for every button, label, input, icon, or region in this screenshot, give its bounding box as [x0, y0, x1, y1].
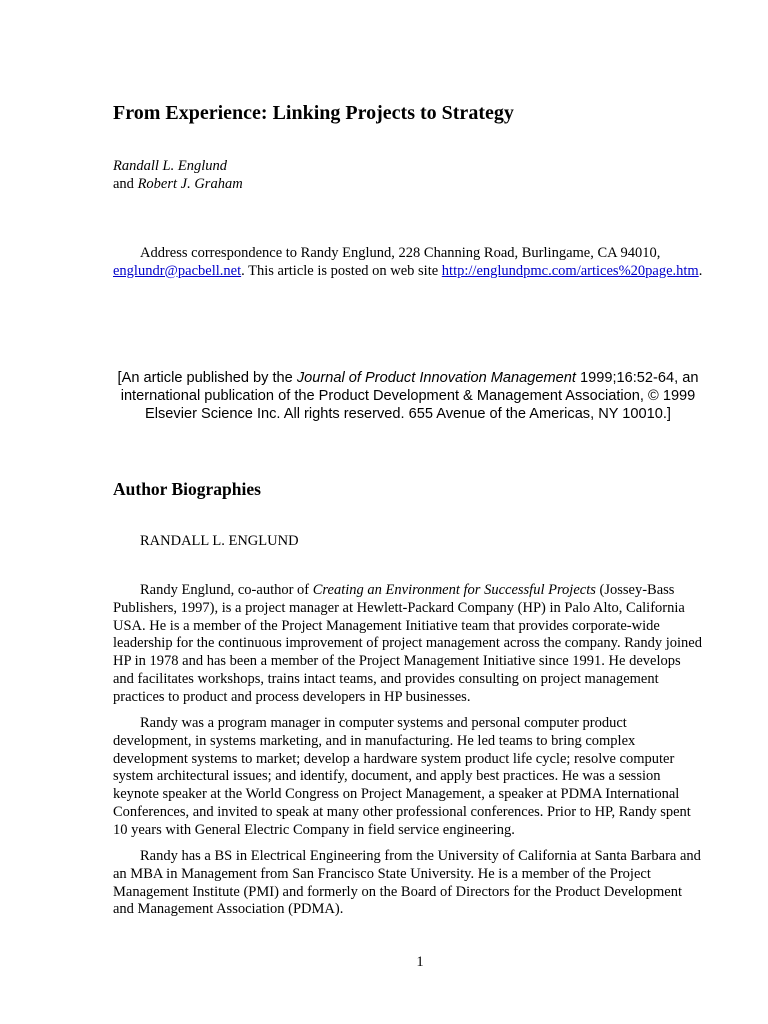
bio-paragraph-1: [113, 582, 703, 707]
book-title: Creating an Environment for Successful Projects: [312, 582, 596, 598]
bio-paragraph-3: Randy has a BS in Electrical Engineering from the University of California at Santa Barbara and an MBA in Management from San Francisco State University. He is a member of the Project Management Institute (PMI) and formerly on the Board of Directors for the Product Development and Management Association (PDMA).: [113, 848, 701, 918]
notice-text-before: [An article published by the: [117, 370, 297, 386]
notice-text-after: 1999;16:52-64, an international publication of the Product Development & Management Association, © 1999 Elsevier Science Inc. All rights reserved. 655 Avenue of the Americas, NY 10010.]: [120, 370, 699, 422]
author-conjunction: and: [113, 176, 134, 192]
bio-name: RANDALL L. ENGLUND: [140, 533, 299, 549]
author-name-2: Robert J. Graham: [137, 176, 243, 192]
bio-p1-text-before: Randy Englund, co-author of: [140, 582, 313, 598]
bio-p1-text-after: (Jossey-Bass Publishers, 1997), is a project manager at Hewlett-Packard Company (HP) in Palo Alto, California USA. He is a member of the Project Management Initiative team that provides corporate-wide leadership for the continuous improvement of project management across the company. Randy joined HP in 1978 and has been a member of the Project Management Initiative since 1991. He develops and facilitates workshops, trains intact teams, and provides consulting on project management practices to product and process developers in HP businesses.: [113, 582, 702, 705]
publication-notice: [113, 369, 703, 423]
journal-name: Journal of Product Innovation Management: [296, 370, 576, 386]
correspondence-text-middle: . This article is posted on web site: [241, 262, 439, 279]
email-link[interactable]: englundr@pacbell.net: [113, 262, 242, 279]
correspondence-paragraph: [113, 245, 703, 281]
page-title: From Experience: Linking Projects to Strategy: [113, 102, 514, 124]
bio-paragraph-2: Randy was a program manager in computer systems and personal computer product development, in systems marketing, and in manufacturing. He led teams to bring complex development systems to market; develop a hardware system product life cycle; resolve computer system architectural issues; and identify, document, and apply best practices. He was a session keynote speaker at the World Congress on Project Management, a speaker at PDMA International Conferences, and invited to speak at many other professional conferences. Prior to HP, Randy spent 10 years with General Electric Company in field service engineering.: [113, 715, 691, 838]
author-name-1: Randall L. Englund: [113, 158, 227, 174]
website-link[interactable]: http://englundpmc.com/artices%20page.htm: [441, 262, 699, 279]
correspondence-text-end: .: [698, 262, 703, 279]
correspondence-text: Address correspondence to Randy Englund, 228 Channing Road, Burlingame, CA 94010,: [140, 245, 661, 261]
section-heading: Author Biographies: [113, 479, 261, 499]
page-number: 1: [416, 954, 424, 970]
author-block: [113, 157, 243, 193]
